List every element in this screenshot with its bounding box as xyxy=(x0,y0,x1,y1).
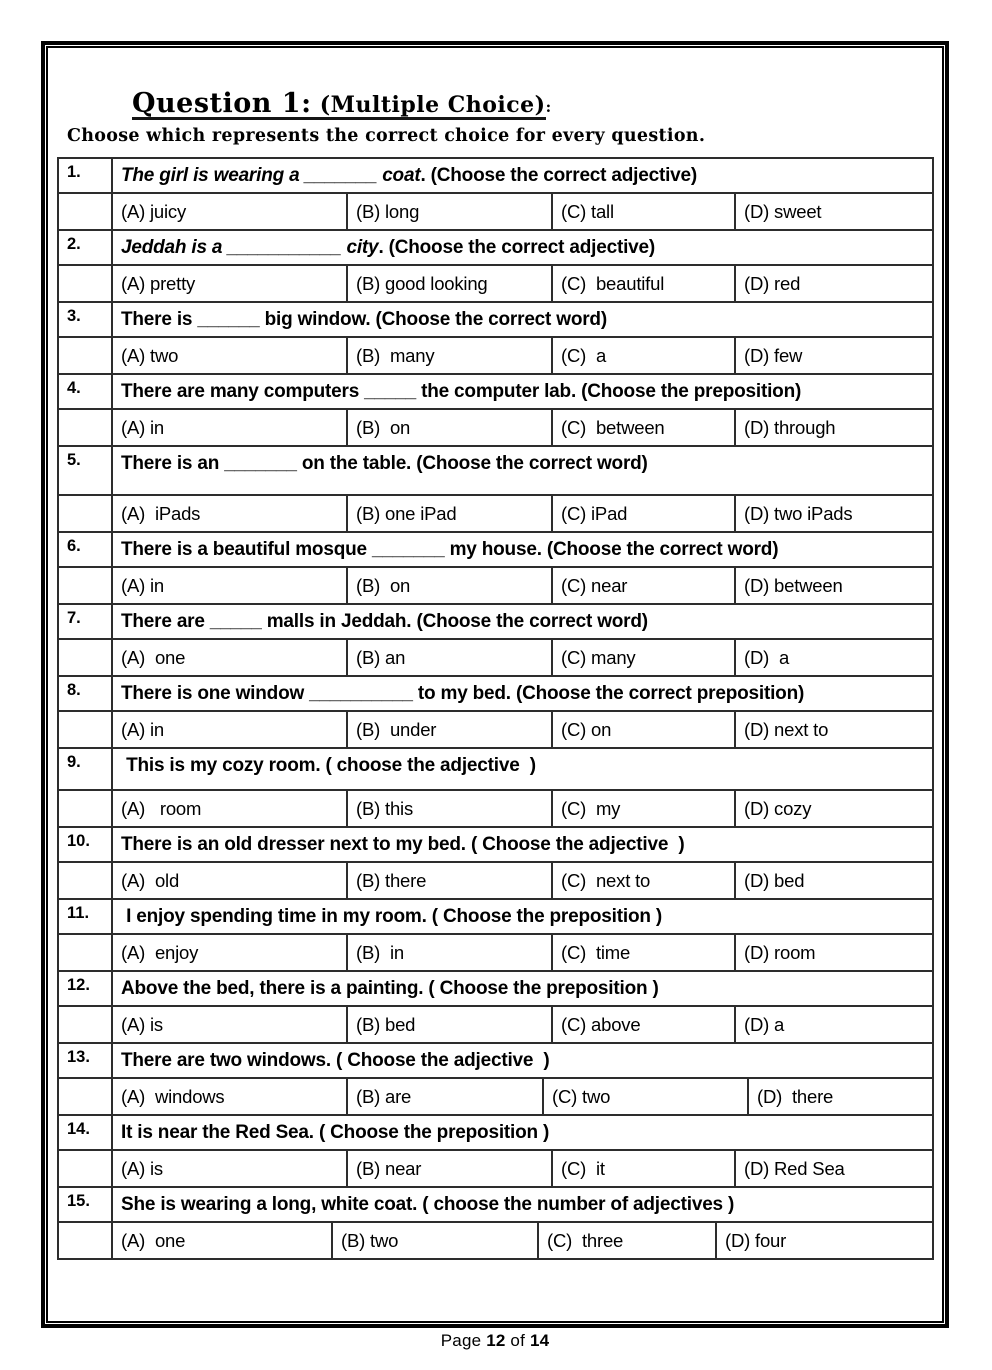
question-number: 5. xyxy=(67,451,81,469)
option-d: (D) next to xyxy=(734,712,932,747)
option-c: (C) it xyxy=(551,1151,734,1186)
option-a: (A) in xyxy=(111,410,346,445)
question-plain-part: There is an _______ on the table. (Choose the correct word) xyxy=(121,453,648,474)
questions-table xyxy=(57,157,934,1260)
question-text xyxy=(111,375,932,408)
option-b: (B) one iPad xyxy=(346,496,551,531)
option-b: (B) are xyxy=(346,1079,542,1114)
question-plain-part: She is wearing a long, white coat. ( choose the number of adjectives ) xyxy=(121,1194,735,1215)
option-d: (D) cozy xyxy=(734,791,932,826)
option-c: (C) a xyxy=(551,338,734,373)
question-plain-part: It is near the Red Sea. ( Choose the preposition ) xyxy=(121,1122,550,1143)
question-text xyxy=(111,900,932,933)
option-d: (D) four xyxy=(715,1223,932,1258)
option-c: (C) next to xyxy=(551,863,734,898)
option-a: (A) iPads xyxy=(111,496,346,531)
option-d: (D) through xyxy=(734,410,932,445)
option-a: (A) one xyxy=(111,1223,331,1258)
options-row xyxy=(57,336,934,375)
question-number: 7. xyxy=(67,609,81,627)
question-text xyxy=(111,447,932,494)
option-d: (D) between xyxy=(734,568,932,603)
options-row xyxy=(57,264,934,303)
question-row xyxy=(57,1186,934,1223)
question-row xyxy=(57,970,934,1007)
question-row xyxy=(57,445,934,496)
footer-page-label: Page xyxy=(440,1331,487,1350)
question-block xyxy=(57,826,934,900)
question-plain-part: There is an old dresser next to my bed. ( Choose the adjective ) xyxy=(121,834,685,855)
option-a: (A) in xyxy=(111,712,346,747)
option-d: (D) two iPads xyxy=(734,496,932,531)
question-plain-part: There is ______ big window. (Choose the correct word) xyxy=(121,309,607,330)
question-block xyxy=(57,301,934,375)
question-block xyxy=(57,373,934,447)
option-c: (C) two xyxy=(542,1079,747,1114)
question-block xyxy=(57,1042,934,1116)
page-footer xyxy=(41,1331,949,1351)
question-row xyxy=(57,157,934,194)
question-row xyxy=(57,898,934,935)
question-heading: Question 1: xyxy=(132,88,312,119)
options-row xyxy=(57,566,934,605)
option-d: (D) red xyxy=(734,266,932,301)
question-plain-part: Above the bed, there is a painting. ( Choose the preposition ) xyxy=(121,978,659,999)
options-row-number-spacer xyxy=(59,712,111,747)
question-text xyxy=(111,303,932,336)
question-plain-part: . (Choose the correct adjective) xyxy=(420,165,698,186)
page-title xyxy=(132,88,942,119)
question-block xyxy=(57,603,934,677)
option-c: (C) time xyxy=(551,935,734,970)
question-text xyxy=(111,677,932,710)
question-block xyxy=(57,675,934,749)
question-row xyxy=(57,373,934,410)
option-d: (D) few xyxy=(734,338,932,373)
question-plain-part: There are many computers _____ the computer lab. (Choose the preposition) xyxy=(121,381,802,402)
question-block xyxy=(57,229,934,303)
heading-trailing-colon: : xyxy=(545,98,552,116)
question-plain-part: There are two windows. ( Choose the adjective ) xyxy=(121,1050,550,1071)
footer-of-label: of xyxy=(505,1331,530,1350)
question-block xyxy=(57,531,934,605)
question-text xyxy=(111,605,932,638)
question-text xyxy=(111,159,932,192)
option-b: (B) good looking xyxy=(346,266,551,301)
option-d: (D) there xyxy=(747,1079,932,1114)
options-row-number-spacer xyxy=(59,410,111,445)
option-c: (C) three xyxy=(537,1223,715,1258)
option-a: (A) is xyxy=(111,1007,346,1042)
question-text xyxy=(111,749,932,789)
option-c: (C) many xyxy=(551,640,734,675)
options-row xyxy=(57,494,934,533)
question-block xyxy=(57,970,934,1044)
option-c: (C) my xyxy=(551,791,734,826)
options-row-number-spacer xyxy=(59,1151,111,1186)
option-a: (A) windows xyxy=(111,1079,346,1114)
question-number: 14. xyxy=(67,1120,90,1138)
options-row xyxy=(57,1149,934,1188)
question-text xyxy=(111,533,932,566)
option-a: (A) in xyxy=(111,568,346,603)
options-row-number-spacer xyxy=(59,194,111,229)
question-block xyxy=(57,445,934,533)
option-a: (A) one xyxy=(111,640,346,675)
options-row-number-spacer xyxy=(59,496,111,531)
question-number: 9. xyxy=(67,753,81,771)
option-c: (C) iPad xyxy=(551,496,734,531)
option-c: (C) above xyxy=(551,1007,734,1042)
question-number: 1. xyxy=(67,163,81,181)
options-row-number-spacer xyxy=(59,640,111,675)
options-row xyxy=(57,789,934,828)
option-d: (D) a xyxy=(734,640,932,675)
option-d: (D) bed xyxy=(734,863,932,898)
option-b: (B) under xyxy=(346,712,551,747)
options-row-number-spacer xyxy=(59,791,111,826)
options-row-number-spacer xyxy=(59,338,111,373)
options-row-number-spacer xyxy=(59,1079,111,1114)
question-text xyxy=(111,828,932,861)
question-number: 3. xyxy=(67,307,81,325)
option-b: (B) many xyxy=(346,338,551,373)
options-row-number-spacer xyxy=(59,935,111,970)
option-b: (B) long xyxy=(346,194,551,229)
question-row xyxy=(57,229,934,266)
options-row-number-spacer xyxy=(59,1223,111,1258)
option-c: (C) beautiful xyxy=(551,266,734,301)
option-d: (D) Red Sea xyxy=(734,1151,932,1186)
option-b: (B) in xyxy=(346,935,551,970)
question-row xyxy=(57,301,934,338)
options-row-number-spacer xyxy=(59,266,111,301)
question-block xyxy=(57,747,934,828)
question-row xyxy=(57,1042,934,1079)
option-a: (A) pretty xyxy=(111,266,346,301)
page-border-outer xyxy=(41,41,949,1328)
options-row xyxy=(57,861,934,900)
question-plain-part: . (Choose the correct adjective) xyxy=(378,237,656,258)
question-row xyxy=(57,1114,934,1151)
option-d: (D) room xyxy=(734,935,932,970)
instructions-text: Choose which represents the correct choice for every question. xyxy=(67,126,706,146)
question-block xyxy=(57,157,934,231)
question-number: 2. xyxy=(67,235,81,253)
options-row-number-spacer xyxy=(59,1007,111,1042)
question-plain-part: I enjoy spending time in my room. ( Choose the preposition ) xyxy=(121,906,662,927)
question-text xyxy=(111,1188,932,1221)
option-a: (A) juicy xyxy=(111,194,346,229)
option-a: (A) room xyxy=(111,791,346,826)
question-heading-subtype: (Multiple Choice) xyxy=(311,92,546,118)
option-b: (B) there xyxy=(346,863,551,898)
options-row xyxy=(57,1077,934,1116)
options-row-number-spacer xyxy=(59,568,111,603)
option-c: (C) tall xyxy=(551,194,734,229)
options-row xyxy=(57,1005,934,1044)
options-row xyxy=(57,710,934,749)
option-c: (C) between xyxy=(551,410,734,445)
question-number: 12. xyxy=(67,976,90,994)
question-plain-part: There is a beautiful mosque _______ my house. (Choose the correct word) xyxy=(121,539,779,560)
question-number: 10. xyxy=(67,832,90,850)
question-block xyxy=(57,1186,934,1260)
question-text xyxy=(111,231,932,264)
question-text xyxy=(111,1116,932,1149)
question-number: 15. xyxy=(67,1192,90,1210)
option-a: (A) two xyxy=(111,338,346,373)
option-c: (C) near xyxy=(551,568,734,603)
question-block xyxy=(57,898,934,972)
question-row xyxy=(57,675,934,712)
question-row xyxy=(57,747,934,791)
question-row xyxy=(57,603,934,640)
question-number: 6. xyxy=(67,537,81,555)
question-text xyxy=(111,1044,932,1077)
footer-total-pages: 14 xyxy=(529,1331,550,1350)
question-number: 13. xyxy=(67,1048,90,1066)
options-row xyxy=(57,1221,934,1260)
question-plain-part: There are _____ malls in Jeddah. (Choose the correct word) xyxy=(121,611,648,632)
question-italic-part: The girl is wearing a _______ coat xyxy=(121,165,421,186)
option-a: (A) enjoy xyxy=(111,935,346,970)
question-number: 8. xyxy=(67,681,81,699)
page-title-underlined xyxy=(132,88,546,120)
options-row xyxy=(57,192,934,231)
options-row-number-spacer xyxy=(59,863,111,898)
option-b: (B) bed xyxy=(346,1007,551,1042)
option-b: (B) this xyxy=(346,791,551,826)
option-b: (B) two xyxy=(331,1223,537,1258)
question-plain-part: This is my cozy room. ( choose the adjective ) xyxy=(121,755,536,776)
option-a: (A) is xyxy=(111,1151,346,1186)
question-block xyxy=(57,1114,934,1188)
question-italic-part: Jeddah is a ___________ city xyxy=(121,237,379,258)
question-number: 11. xyxy=(67,904,90,922)
option-b: (B) on xyxy=(346,410,551,445)
option-a: (A) old xyxy=(111,863,346,898)
footer-page-number: 12 xyxy=(486,1331,506,1350)
option-b: (B) near xyxy=(346,1151,551,1186)
question-number: 4. xyxy=(67,379,81,397)
option-b: (B) on xyxy=(346,568,551,603)
option-c: (C) on xyxy=(551,712,734,747)
option-b: (B) an xyxy=(346,640,551,675)
question-text xyxy=(111,972,932,1005)
option-d: (D) sweet xyxy=(734,194,932,229)
question-row xyxy=(57,531,934,568)
question-plain-part: There is one window __________ to my bed. (Choose the correct preposition) xyxy=(121,683,805,704)
option-d: (D) a xyxy=(734,1007,932,1042)
options-row xyxy=(57,933,934,972)
question-row xyxy=(57,826,934,863)
page-border-inner xyxy=(46,46,944,1323)
options-row xyxy=(57,638,934,677)
options-row xyxy=(57,408,934,447)
